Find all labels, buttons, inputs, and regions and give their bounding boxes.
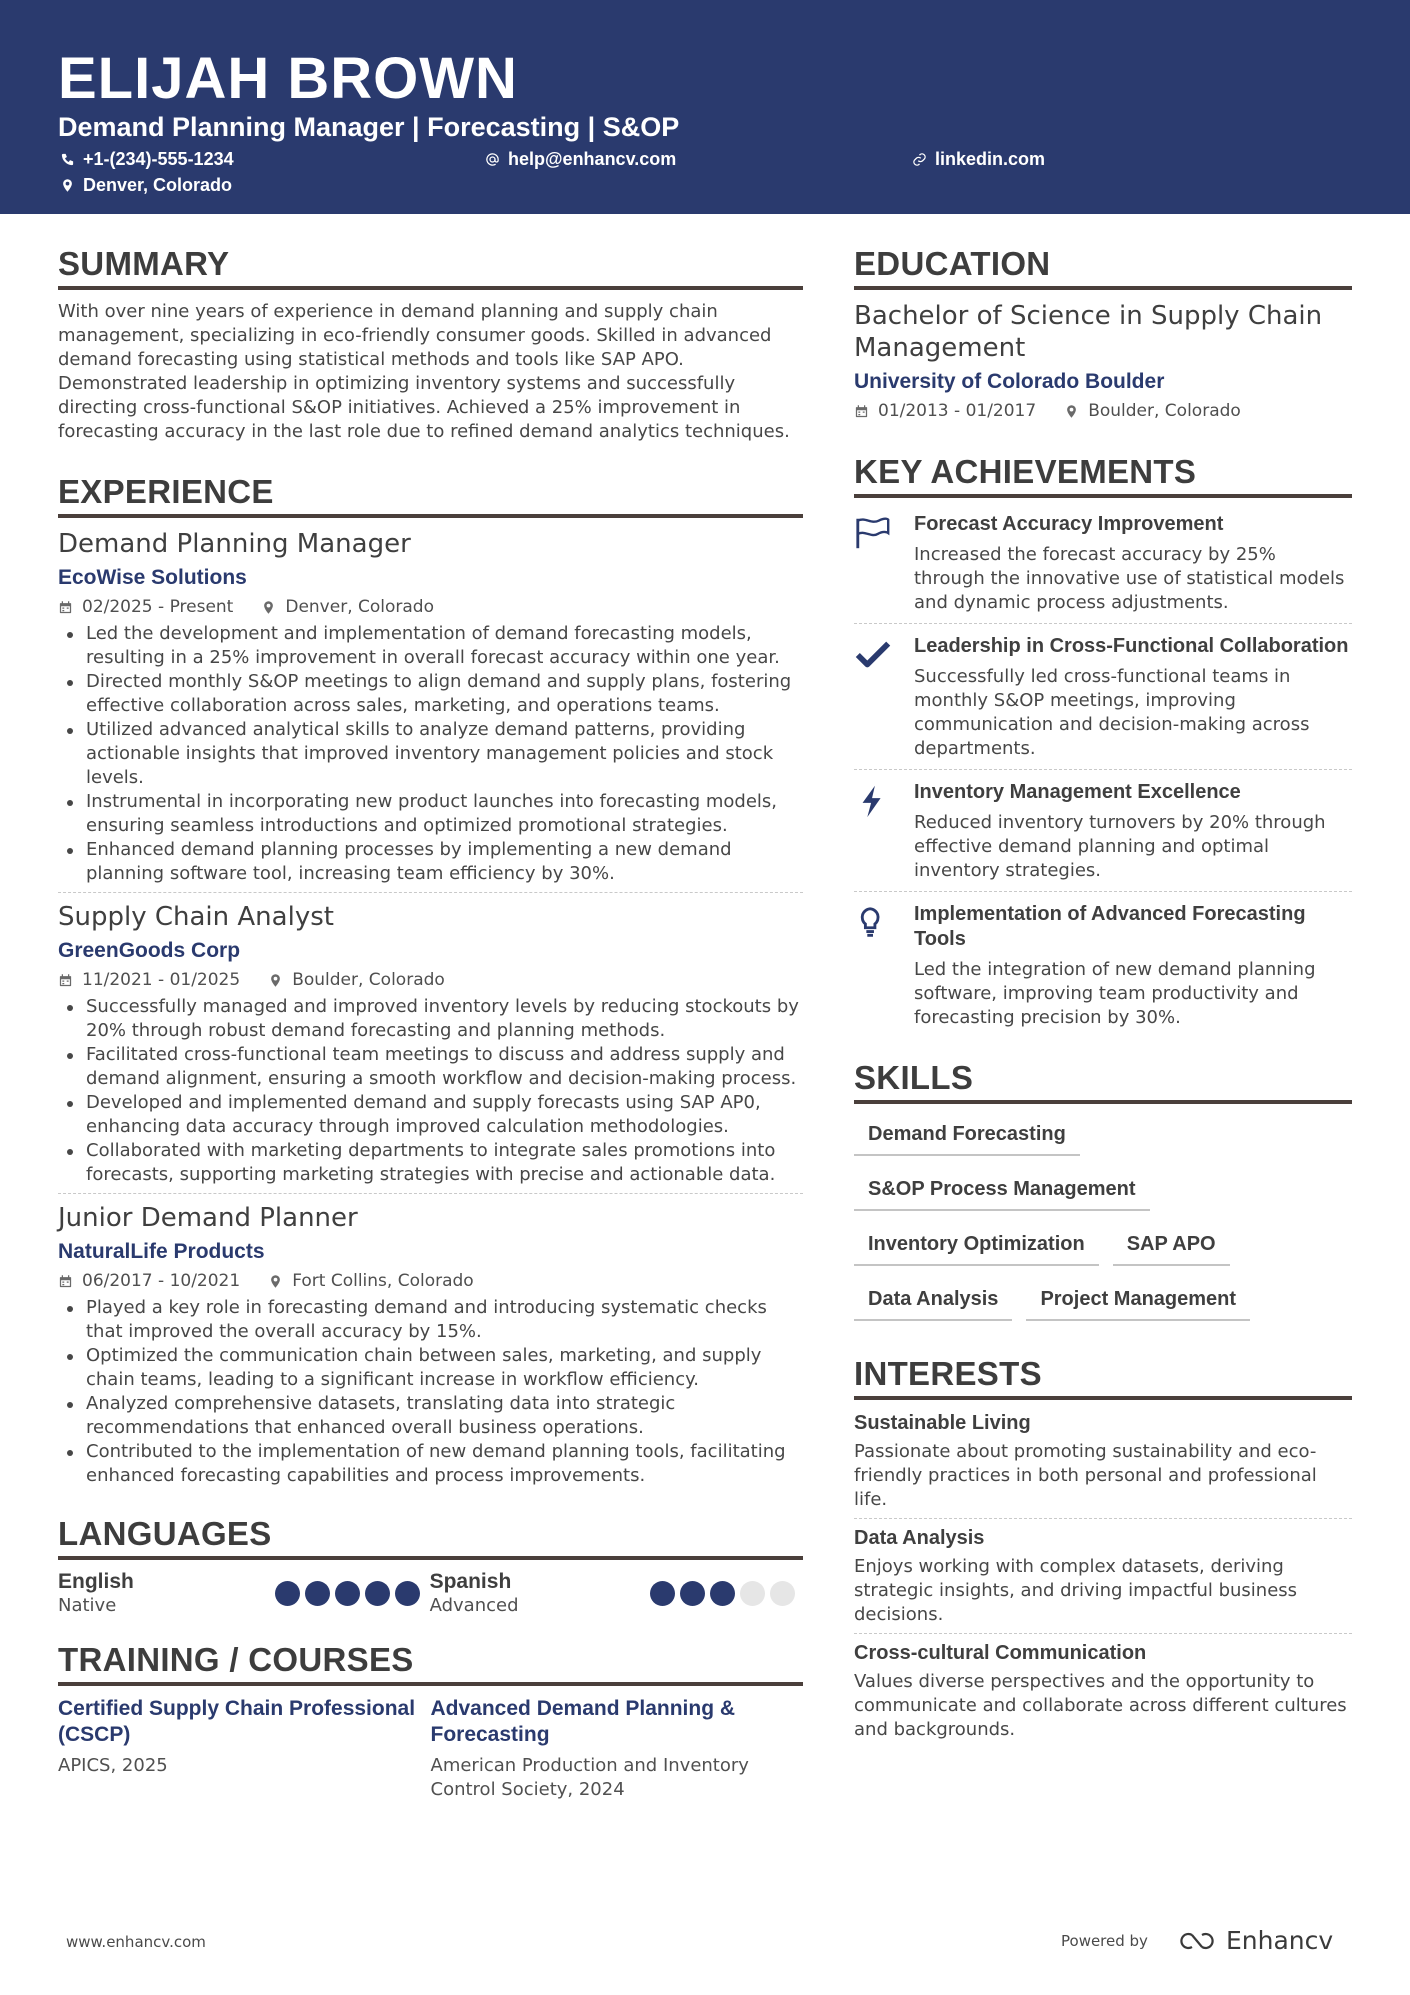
achievement-desc: Led the integration of new demand planning software, improving team productivity and forecasting precision by 30%. xyxy=(914,959,1316,1028)
skill-tag: S&OP Process Management xyxy=(854,1169,1150,1211)
job-company: GreenGoods Corp xyxy=(58,939,241,962)
job-entry xyxy=(58,1202,803,1488)
achievement-desc: Reduced inventory turnovers by 20% through effective demand planning and optimal inventory strategies. xyxy=(914,812,1326,881)
education-meta xyxy=(854,400,1352,422)
achievements-heading: KEY ACHIEVEMENTS xyxy=(854,452,1352,498)
footer-website[interactable]: www.enhancv.com xyxy=(66,1933,206,1951)
at-icon xyxy=(485,152,500,167)
experience-heading: EXPERIENCE xyxy=(58,472,803,518)
interest-title: Data Analysis xyxy=(854,1527,985,1549)
job-bullet: Played a key role in forecasting demand and introducing systematic checks that improved the overall accuracy by 15%. xyxy=(58,1296,803,1344)
skill-tag: Demand Forecasting xyxy=(854,1114,1080,1156)
left-column xyxy=(58,244,803,1802)
brand-name: Enhancv xyxy=(1225,1926,1334,1955)
calendar-icon xyxy=(58,1274,73,1289)
rating-dot xyxy=(710,1581,735,1606)
resume-header xyxy=(0,0,1410,214)
job-bullet: Optimized the communication chain between sales, marketing, and supply chain teams, leading to a significant increase in workflow efficiency. xyxy=(58,1344,803,1392)
achievement-title: Leadership in Cross-Functional Collaboration xyxy=(914,635,1349,657)
job-bullets xyxy=(58,995,803,1187)
job-bullets xyxy=(58,622,803,886)
powered-by-label: Powered by xyxy=(1061,1931,1148,1950)
email-text: help@enhancv.com xyxy=(508,149,677,169)
skill-tag: Data Analysis xyxy=(854,1279,1012,1321)
divider xyxy=(58,892,803,893)
rating-dot xyxy=(770,1581,795,1606)
language-item xyxy=(58,1570,430,1618)
rating-dot xyxy=(365,1581,390,1606)
job-bullet: Led the development and implementation of demand forecasting models, resulting in a 25% improvement in overall forecast accuracy within one year. xyxy=(58,622,803,670)
skills-heading: SKILLS xyxy=(854,1058,1352,1104)
phone-icon xyxy=(60,152,75,167)
language-name: English xyxy=(58,1570,134,1593)
job-dates: 11/2021 - 01/2025 xyxy=(82,970,241,990)
achievement-title: Forecast Accuracy Improvement xyxy=(914,513,1224,535)
rating-dot xyxy=(335,1581,360,1606)
contact-email[interactable] xyxy=(485,148,676,170)
job-bullet: Analyzed comprehensive datasets, translating data into strategic recommendations that enhanced overall business operations. xyxy=(58,1392,803,1440)
rating-dot xyxy=(305,1581,330,1606)
enhancv-logo-icon xyxy=(1174,1930,1220,1952)
language-rating xyxy=(275,1580,420,1606)
education-location: Boulder, Colorado xyxy=(1088,401,1241,421)
rating-dot xyxy=(650,1581,675,1606)
divider xyxy=(854,891,1352,892)
interest-item xyxy=(854,1525,1352,1627)
calendar-icon xyxy=(58,973,73,988)
interest-title: Sustainable Living xyxy=(854,1412,1031,1434)
divider xyxy=(854,623,1352,624)
rating-dot xyxy=(395,1581,420,1606)
achievement-title: Implementation of Advanced Forecasting Tools xyxy=(914,903,1306,950)
achievement-item xyxy=(854,630,1352,767)
course-org: American Production and Inventory Control Society, 2024 xyxy=(430,1755,749,1800)
achievement-title: Inventory Management Excellence xyxy=(914,781,1241,803)
course-item xyxy=(58,1696,431,1802)
job-bullet: Directed monthly S&OP meetings to align demand and supply plans, fostering effective collaboration across sales, marketing, and operations teams. xyxy=(58,670,803,718)
education-dates: 01/2013 - 01/2017 xyxy=(878,401,1037,421)
job-location: Fort Collins, Colorado xyxy=(292,1271,474,1291)
rating-dot xyxy=(680,1581,705,1606)
job-dates: 06/2017 - 10/2021 xyxy=(82,1271,241,1291)
job-entry xyxy=(58,528,803,886)
bolt-icon xyxy=(854,784,892,818)
calendar-icon xyxy=(58,600,73,615)
language-rating xyxy=(650,1580,795,1606)
achievement-desc: Increased the forecast accuracy by 25% through the innovative use of statistical models and dynamic process adjustments. xyxy=(914,544,1345,613)
job-company: NaturalLife Products xyxy=(58,1240,265,1263)
interest-item xyxy=(854,1640,1352,1742)
divider xyxy=(854,1633,1352,1634)
job-location: Boulder, Colorado xyxy=(292,970,445,990)
right-column xyxy=(854,244,1352,1742)
link-icon xyxy=(912,152,927,167)
achievement-desc: Successfully led cross-functional teams in monthly S&OP meetings, improving communication and decision-making across departments. xyxy=(914,666,1310,759)
divider xyxy=(854,769,1352,770)
job-role: Demand Planning Manager xyxy=(58,529,411,559)
location-pin-icon xyxy=(1064,404,1079,419)
job-company: EcoWise Solutions xyxy=(58,566,247,589)
education-heading: EDUCATION xyxy=(854,244,1352,290)
job-entry xyxy=(58,901,803,1187)
location-pin-icon xyxy=(261,600,276,615)
job-bullet: Developed and implemented demand and supply forecasts using SAP AP0, enhancing data accuracy through improved calculation methodologies. xyxy=(58,1091,803,1139)
education-degree: Bachelor of Science in Supply Chain Management xyxy=(854,301,1323,363)
language-name: Spanish xyxy=(429,1570,512,1593)
interest-desc: Enjoys working with complex datasets, deriving strategic insights, and driving impactful business decisions. xyxy=(854,1556,1298,1625)
courses-list xyxy=(58,1696,803,1802)
course-name: Advanced Demand Planning & Forecasting xyxy=(430,1697,736,1746)
location-pin-icon xyxy=(268,973,283,988)
interest-desc: Values diverse perspectives and the opportunity to communicate and collaborate across different cultures and backgrounds. xyxy=(854,1671,1347,1740)
rating-dot xyxy=(275,1581,300,1606)
job-bullet: Contributed to the implementation of new demand planning tools, facilitating enhanced forecasting capabilities and process improvements. xyxy=(58,1440,803,1488)
job-meta xyxy=(58,969,803,991)
language-item xyxy=(430,1570,803,1618)
summary-text: With over nine years of experience in demand planning and supply chain management, specializing in eco-friendly consumer goods. Skilled in advanced demand forecasting using statistical methods and tools like SAP APO. Demonstrated leadership in optimizing inventory systems and successfully directing cross-functional S&OP initiatives. Achieved a 25% improvement in forecasting accuracy in the last role due to refined demand analytics techniques. xyxy=(58,301,790,442)
divider xyxy=(854,1518,1352,1519)
job-bullet: Collaborated with marketing departments to integrate sales promotions into forecasts, supporting marketing strategies with precise and actionable data. xyxy=(58,1139,803,1187)
contact-linkedin[interactable] xyxy=(912,148,1045,170)
calendar-icon xyxy=(854,404,869,419)
job-bullet: Successfully managed and improved inventory levels by reducing stockouts by 20% through robust demand forecasting and planning methods. xyxy=(58,995,803,1043)
interest-item xyxy=(854,1410,1352,1512)
course-item xyxy=(431,1696,804,1802)
job-bullet: Utilized advanced analytical skills to analyze demand patterns, providing actionable insights that improved inventory management policies and stock levels. xyxy=(58,718,803,790)
job-dates: 02/2025 - Present xyxy=(82,597,234,617)
skills-list xyxy=(854,1114,1352,1334)
skill-tag: Inventory Optimization xyxy=(854,1224,1099,1266)
achievement-item xyxy=(854,776,1352,889)
footer-branding[interactable] xyxy=(1061,1926,1333,1955)
candidate-name: ELIJAH BROWN xyxy=(58,46,518,111)
interest-desc: Passionate about promoting sustainability and eco-friendly practices in both personal and professional life. xyxy=(854,1441,1317,1510)
skill-tag: Project Management xyxy=(1026,1279,1250,1321)
job-location: Denver, Colorado xyxy=(285,597,434,617)
achievement-item xyxy=(854,508,1352,621)
flag-icon xyxy=(854,516,892,550)
course-name: Certified Supply Chain Professional (CSCP) xyxy=(58,1697,416,1746)
location-pin-icon xyxy=(60,178,75,193)
linkedin-text: linkedin.com xyxy=(935,149,1046,169)
contact-phone[interactable] xyxy=(60,148,234,170)
training-heading: TRAINING / COURSES xyxy=(58,1640,803,1686)
interest-title: Cross-cultural Communication xyxy=(854,1642,1147,1664)
languages-heading: LANGUAGES xyxy=(58,1514,803,1560)
achievement-item xyxy=(854,898,1352,1036)
skill-tag: SAP APO xyxy=(1113,1224,1230,1266)
check-icon xyxy=(854,638,892,672)
job-meta xyxy=(58,596,803,618)
course-org: APICS, 2025 xyxy=(58,1755,168,1776)
job-meta xyxy=(58,1270,803,1292)
summary-heading: SUMMARY xyxy=(58,244,803,290)
contact-location xyxy=(60,174,232,196)
job-role: Junior Demand Planner xyxy=(58,1203,358,1233)
job-role: Supply Chain Analyst xyxy=(58,902,334,932)
job-bullet: Instrumental in incorporating new product launches into forecasting models, ensuring seamless introductions and optimized promotional strategies. xyxy=(58,790,803,838)
interests-heading: INTERESTS xyxy=(854,1354,1352,1400)
lightbulb-icon xyxy=(854,906,892,940)
job-bullet: Enhanced demand planning processes by implementing a new demand planning software tool, increasing team efficiency by 30%. xyxy=(58,838,803,886)
job-bullets xyxy=(58,1296,803,1488)
location-pin-icon xyxy=(268,1274,283,1289)
language-level: Advanced xyxy=(429,1595,519,1616)
divider xyxy=(58,1193,803,1194)
language-level: Native xyxy=(58,1595,117,1616)
rating-dot xyxy=(740,1581,765,1606)
languages-list xyxy=(58,1570,803,1618)
phone-text: +1-(234)-555-1234 xyxy=(83,149,234,169)
education-school: University of Colorado Boulder xyxy=(854,370,1165,393)
candidate-title: Demand Planning Manager | Forecasting | S&OP xyxy=(58,112,680,142)
job-bullet: Facilitated cross-functional team meetings to discuss and address supply and demand alignment, ensuring a smooth workflow and decision-making process. xyxy=(58,1043,803,1091)
location-text: Denver, Colorado xyxy=(83,175,233,195)
